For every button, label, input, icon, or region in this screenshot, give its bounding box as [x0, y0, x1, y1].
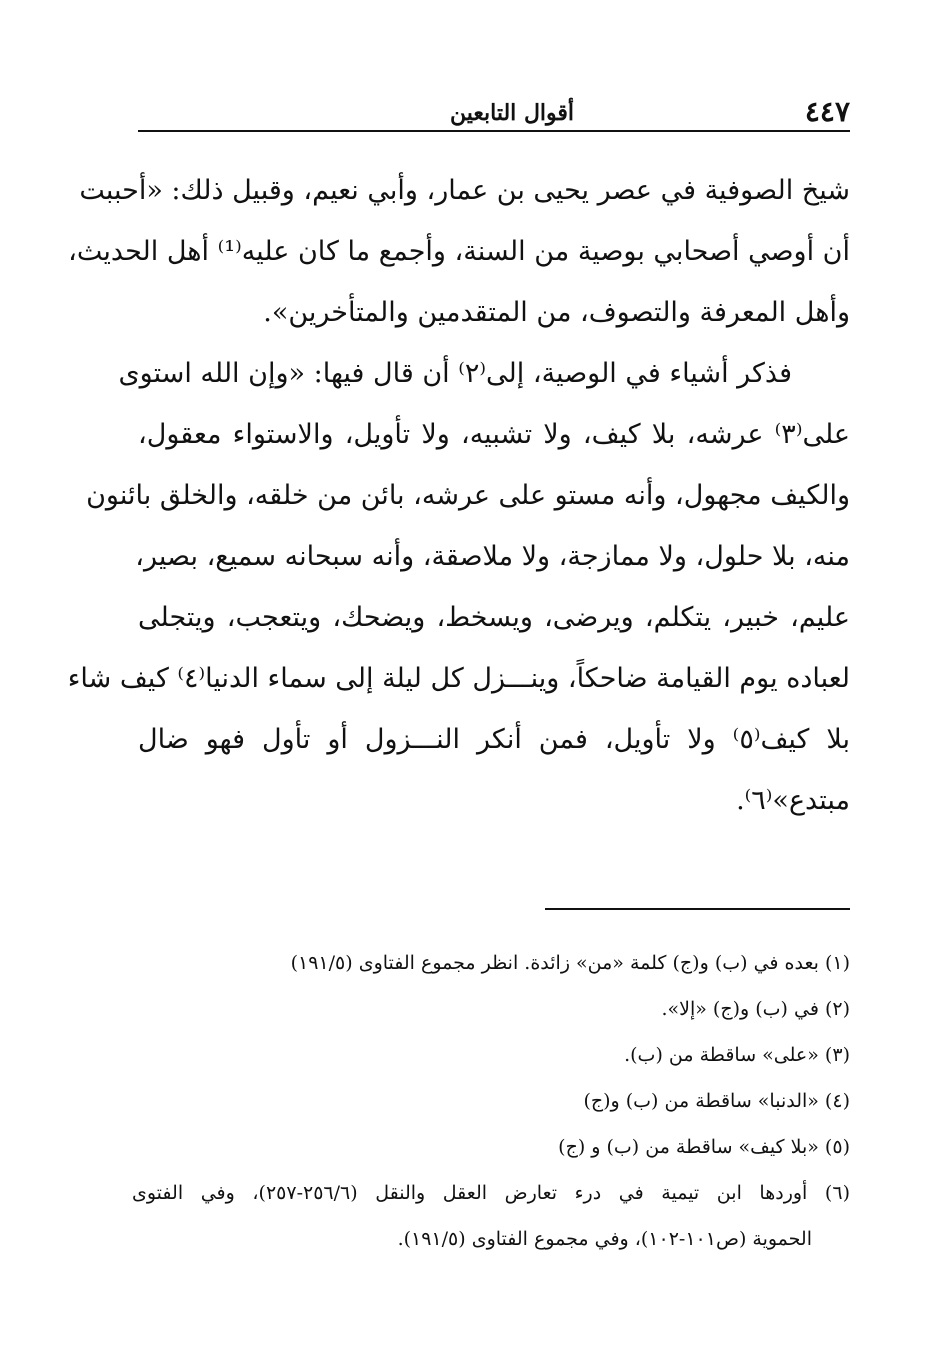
- running-title: أقوال التابعين: [450, 100, 575, 126]
- footnote: (٤) «الدنبا» ساقطة من (ب) و(ج): [583, 1090, 850, 1112]
- page-number: ٤٤٧: [804, 95, 850, 128]
- text-line: والكيف مجهول، وأنه مستو على عرشه، بائن من خلقه، والخلق بائنون: [86, 480, 850, 511]
- footnote: (٢) في (ب) و(ج) «إلا».: [661, 998, 850, 1020]
- text-line: أن أوصي أصحابي بوصية من السنة، وأجمع ما كان عليه⁽¹⁾ أهل الحديث،: [68, 236, 850, 267]
- footnote: (٣) «على» ساقطة من (ب).: [624, 1044, 850, 1066]
- footnotes: [132, 940, 850, 1262]
- footnote-continuation: الحموية (ص١٠١-١٠٢)، وفي مجموع الفتاوى (١٩١/٥).: [397, 1228, 812, 1250]
- text-line: منه، بلا حلول، ولا ممازجة، ولا ملاصقة، وأنه سبحانه سميع، بصير،: [135, 541, 850, 572]
- text-line: وأهل المعرفة والتصوف، من المتقدمين والمتأخرين».: [263, 297, 850, 328]
- footnote: (٥) «بلا كيف» ساقطة من (ب) و (ج): [558, 1136, 850, 1158]
- footnote: (١) بعده في (ب) و(ج) كلمة «من» زائدة. انظر مجموع الفتاوى (١٩١/٥): [290, 952, 850, 974]
- text-line: عليم، خبير، يتكلم، ويرضى، ويسخط، ويضحك، ويتعجب، ويتجلى: [138, 602, 850, 633]
- text-line: مبتدع»⁽٦⁾.: [736, 785, 850, 816]
- text-line: بلا كيف⁽٥⁾ ولا تأويل، فمن أنكر النـــزول أو تأول فهو ضال: [138, 724, 851, 755]
- text-line: لعباده يوم القيامة ضاحكاً، وينـــزل كل ليلة إلى سماء الدنيا⁽٤⁾ كيف شاء: [67, 663, 850, 694]
- page-header: [138, 92, 850, 132]
- text-line: على⁽٣⁾ عرشه، بلا كيف، ولا تشبيه، ولا تأويل، والاستواء معقول،: [138, 419, 850, 450]
- footnote: (٦) أوردها ابن تيمية في درء تعارض العقل والنقل (٢٥٦/٦-٢٥٧)، وفي الفتوى: [132, 1182, 850, 1204]
- main-text: [67, 160, 851, 831]
- text-line: شيخ الصوفية في عصر يحيى بن عمار، وأبي نعيم، وقبيل ذلك: «أحببت: [79, 175, 850, 206]
- text-line: فذكر أشياء في الوصية، إلى⁽٢⁾ أن قال فيها: «وإن الله استوى: [118, 358, 792, 389]
- footnote-separator: [545, 908, 850, 910]
